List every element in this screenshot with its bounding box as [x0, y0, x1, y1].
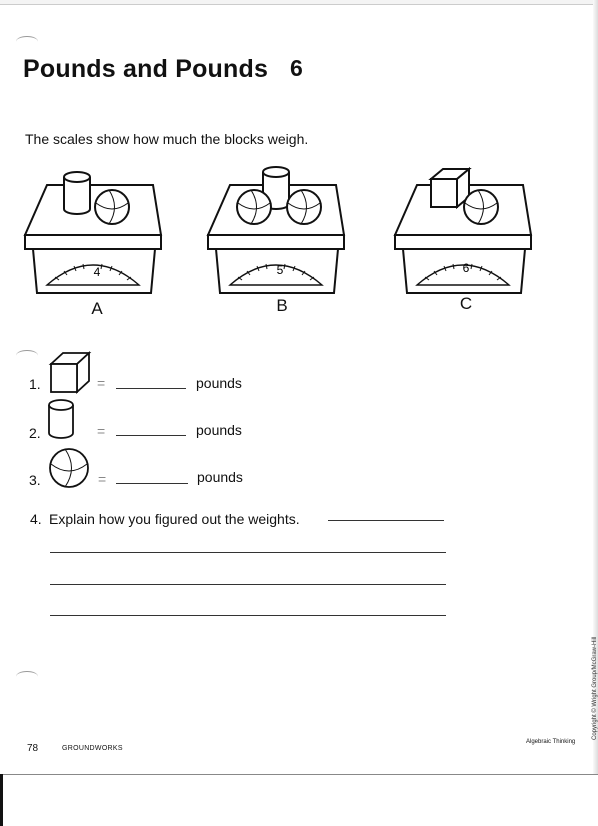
- cylinder-block-icon: [64, 172, 90, 214]
- scale-c-label: C: [459, 294, 473, 313]
- answer-blank-3[interactable]: [116, 483, 188, 484]
- equals-sign: =: [97, 375, 106, 391]
- unit-label: pounds: [196, 375, 242, 391]
- scan-left-edge: [0, 774, 3, 826]
- scale-a-label: A: [91, 299, 103, 318]
- sphere-block-icon: [237, 190, 271, 224]
- page-bottom-edge: [0, 774, 598, 775]
- question-1-number: 1.: [29, 376, 41, 392]
- equals-sign: =: [98, 471, 107, 487]
- question-3-number: 3.: [29, 472, 41, 488]
- sphere-block-icon: [464, 190, 498, 224]
- unit-label: pounds: [196, 422, 242, 438]
- cube-icon: [47, 350, 93, 396]
- page-number: 78: [27, 743, 39, 754]
- sphere-block-icon: [287, 190, 321, 224]
- scale-c-reading: 6: [462, 261, 470, 275]
- copyright-notice: Copyright © Wright Group/McGraw-Hill: [592, 636, 598, 740]
- sphere-block-icon: [95, 190, 129, 224]
- explanation-line-3[interactable]: [50, 584, 446, 585]
- answer-blank-1[interactable]: [116, 388, 186, 389]
- lesson-number: 6: [290, 55, 303, 81]
- explanation-line-1[interactable]: [328, 520, 444, 521]
- explanation-line-4[interactable]: [50, 615, 446, 616]
- answer-blank-2[interactable]: [116, 435, 186, 436]
- scale-b-label: B: [276, 296, 288, 315]
- question-4-text: Explain how you figured out the weights.: [49, 511, 300, 527]
- page-title: Pounds and Pounds: [23, 55, 269, 83]
- footer-brand: GROUNDWORKS: [62, 745, 123, 752]
- scale-b-reading: 5: [276, 263, 284, 277]
- cylinder-icon: [44, 396, 78, 444]
- binder-hole-mark: [16, 350, 38, 361]
- question-4-number: 4.: [30, 511, 42, 527]
- binder-hole-mark: [16, 36, 38, 47]
- sphere-icon: [47, 446, 91, 490]
- scan-top-edge: [0, 0, 598, 5]
- scale-a-reading: 4: [93, 265, 101, 279]
- equals-sign: =: [97, 423, 106, 439]
- instructions: The scales show how much the blocks weigh.: [25, 131, 309, 147]
- footer-topic: Algebraic Thinking: [526, 739, 576, 745]
- binder-hole-mark: [16, 671, 38, 682]
- question-2-number: 2.: [29, 425, 41, 441]
- explanation-line-2[interactable]: [50, 552, 446, 553]
- unit-label: pounds: [197, 469, 243, 485]
- cube-block-icon: [431, 169, 469, 207]
